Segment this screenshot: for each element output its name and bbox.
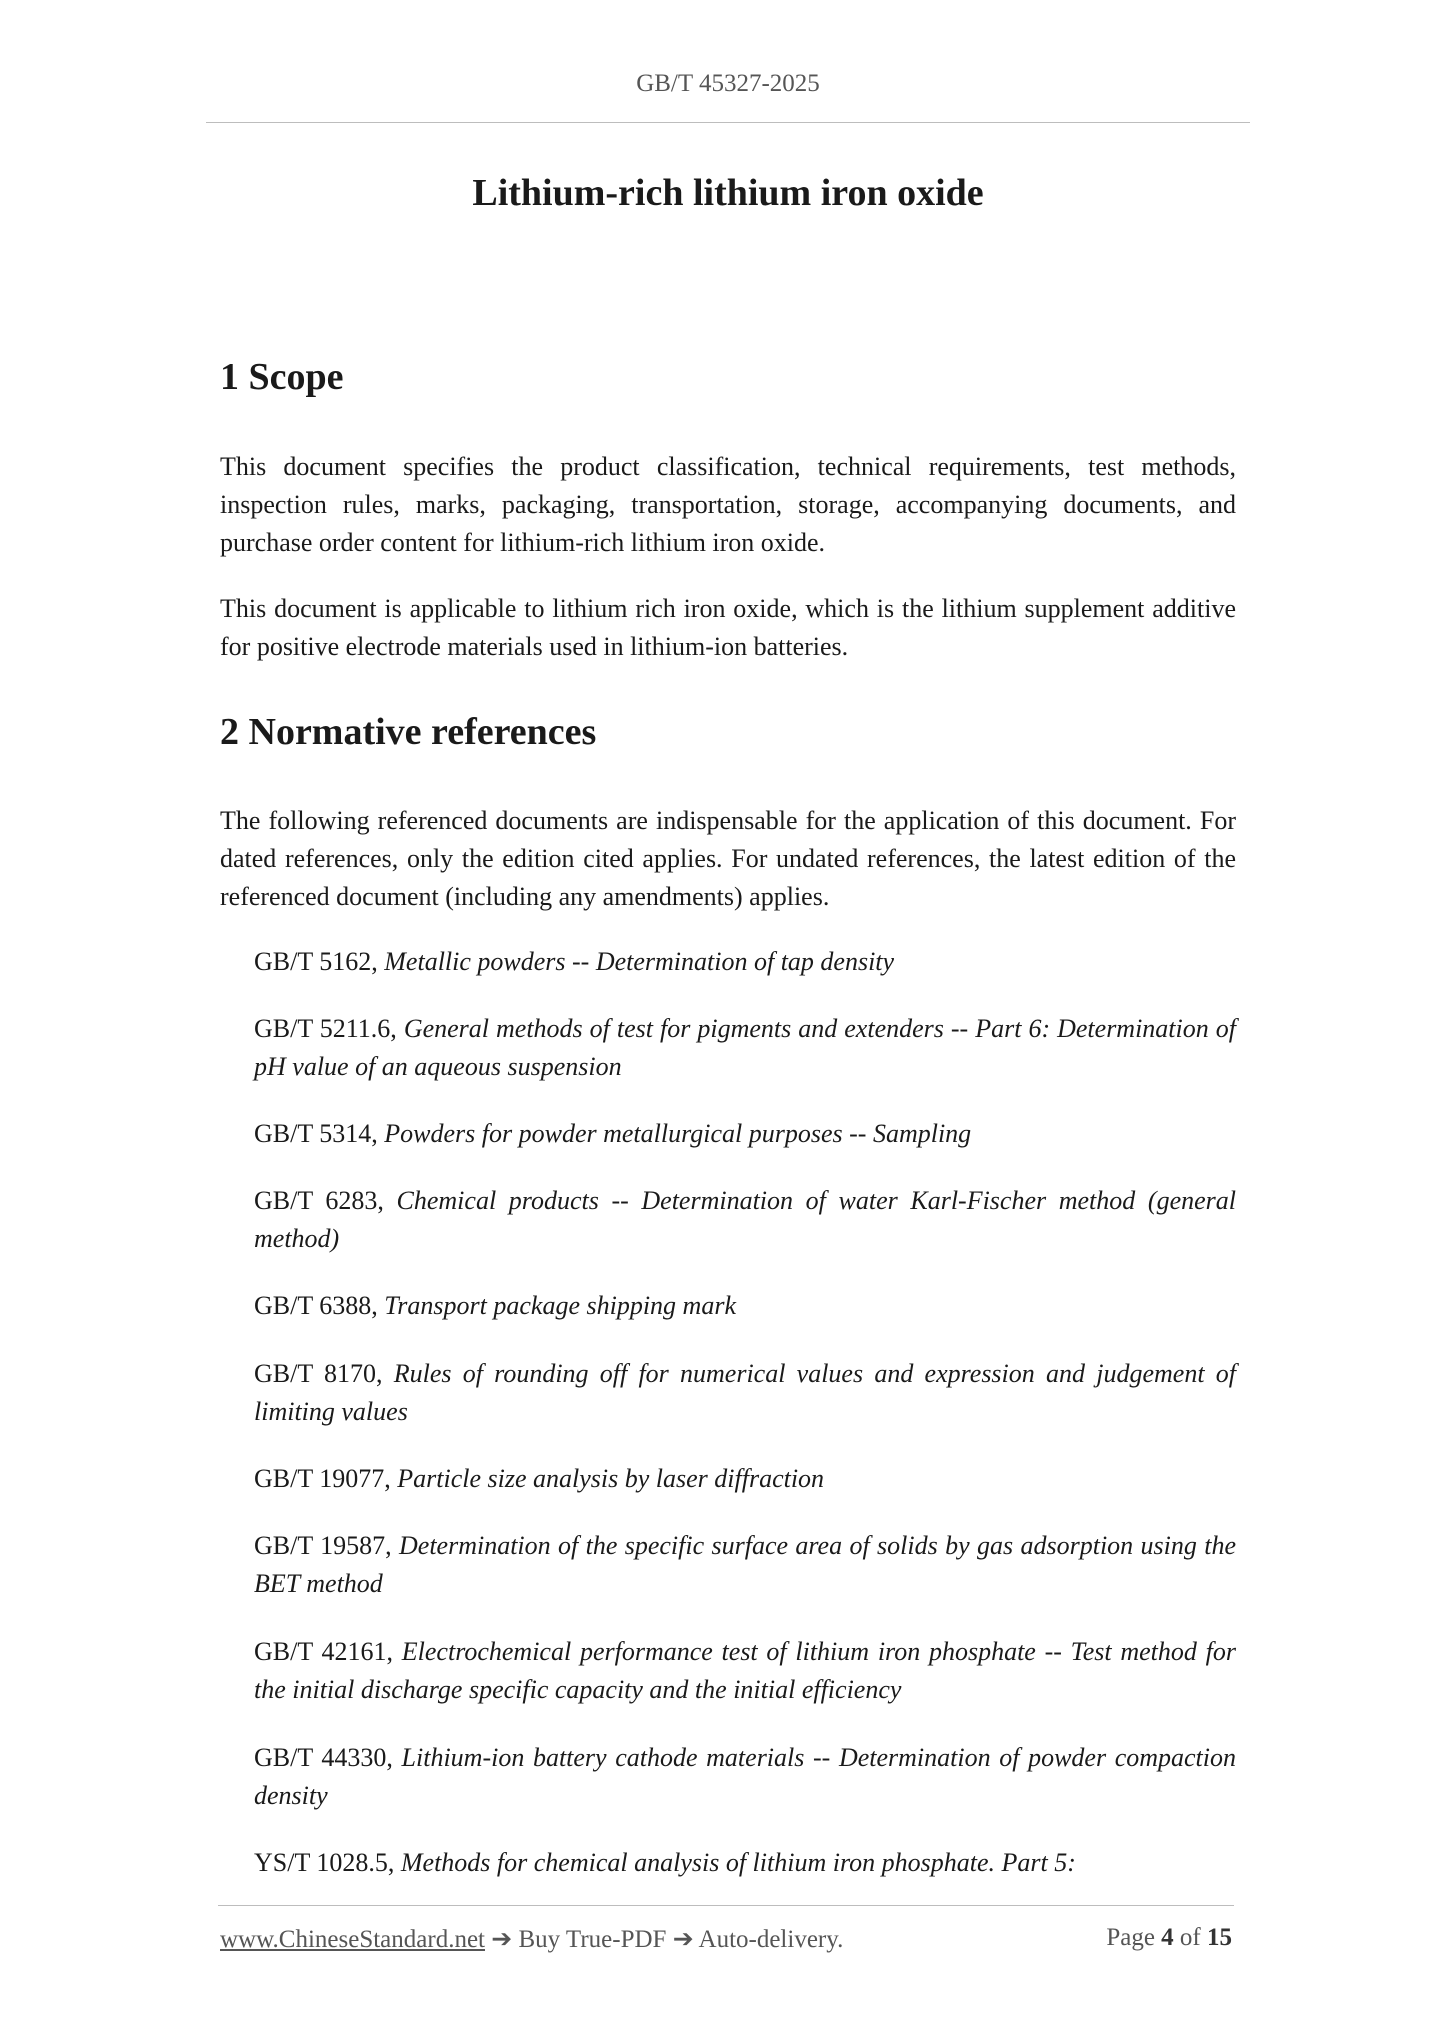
reference-item — [254, 1460, 1236, 1498]
reference-code: GB/T 19077, — [254, 1464, 391, 1493]
normative-intro-paragraph: The following referenced documents are indispensable for the application of this document. For dated references, only the edition cited applies. For undated references, the latest edition of the referenced document (including any amendments) applies. — [220, 806, 1236, 911]
buy-text: Buy True-PDF — [518, 1926, 667, 1953]
reference-item — [254, 1115, 1236, 1153]
arrow-right-icon: ➔ — [672, 1926, 694, 1953]
scope-paragraph-1: This document specifies the product classification, technical requirements, test methods, inspection rules, marks, packaging, transportation, storage, accompanying documents, and purchase order content for lithium-rich lithium iron oxide. — [220, 452, 1236, 557]
reference-title: Particle size analysis by laser diffraction — [397, 1464, 825, 1493]
header-divider — [206, 122, 1250, 123]
delivery-text: Auto-delivery. — [698, 1926, 844, 1953]
reference-code: GB/T 42161, — [254, 1637, 394, 1666]
reference-code: GB/T 5314, — [254, 1119, 378, 1148]
reference-item — [254, 1355, 1236, 1431]
reference-item — [254, 1739, 1236, 1815]
reference-code: GB/T 6388, — [254, 1291, 378, 1320]
reference-title: Transport package shipping mark — [384, 1291, 736, 1320]
reference-code: GB/T 8170, — [254, 1359, 383, 1388]
reference-item — [254, 1527, 1236, 1603]
reference-code: GB/T 44330, — [254, 1743, 393, 1772]
of-label: of — [1179, 1924, 1201, 1951]
scope-paragraph-2: This document is applicable to lithium rich iron oxide, which is the lithium supplement additive for positive electrode materials used in lithium-ion batteries. — [220, 594, 1236, 661]
reference-title: Electrochemical performance test of lithium iron phosphate -- Test method for the initial discharge specific capacity and the initial efficiency — [254, 1637, 1236, 1704]
reference-title: General methods of test for pigments and extenders -- Part 6: Determination of pH value of an aqueous suspension — [254, 1014, 1236, 1081]
reference-title: Powders for powder metallurgical purposes -- Sampling — [384, 1119, 972, 1148]
reference-item — [254, 1633, 1236, 1709]
reference-code: GB/T 5162, — [254, 947, 378, 976]
reference-title: Metallic powders -- Determination of tap density — [384, 947, 895, 976]
reference-title: Rules of rounding off for numerical values and expression and judgement of limiting values — [254, 1359, 1236, 1426]
document-title: Lithium-rich lithium iron oxide — [472, 172, 984, 214]
page-label: Page — [1106, 1924, 1155, 1951]
page-indicator — [1000, 1924, 1232, 1952]
footer-divider — [218, 1905, 1234, 1906]
page-total: 15 — [1207, 1924, 1232, 1951]
reference-item — [254, 1010, 1236, 1086]
reference-title: Determination of the specific surface area of solids by gas adsorption using the BET method — [254, 1531, 1236, 1598]
section-heading-scope: 1 Scope — [220, 356, 344, 398]
reference-title: Methods for chemical analysis of lithium iron phosphate. Part 5: — [400, 1848, 1076, 1877]
reference-code: GB/T 6283, — [254, 1186, 384, 1215]
reference-item — [254, 1844, 1236, 1882]
site-link[interactable]: www.ChineseStandard.net — [220, 1926, 485, 1953]
arrow-right-icon: ➔ — [491, 1926, 513, 1953]
reference-item — [254, 943, 1236, 981]
reference-code: GB/T 5211.6, — [254, 1014, 397, 1043]
page-number: 4 — [1161, 1924, 1174, 1951]
section-heading-normative-references: 2 Normative references — [220, 711, 597, 753]
reference-item — [254, 1182, 1236, 1258]
footer-promo — [220, 1924, 843, 1954]
running-header: GB/T 45327-2025 — [636, 70, 820, 97]
reference-code: GB/T 19587, — [254, 1531, 392, 1560]
reference-title: Chemical products -- Determination of water Karl-Fischer method (general method) — [254, 1186, 1236, 1253]
reference-item — [254, 1287, 1236, 1325]
reference-title: Lithium-ion battery cathode materials -- Determination of powder compaction density — [254, 1743, 1237, 1810]
reference-code: YS/T 1028.5, — [254, 1848, 395, 1877]
